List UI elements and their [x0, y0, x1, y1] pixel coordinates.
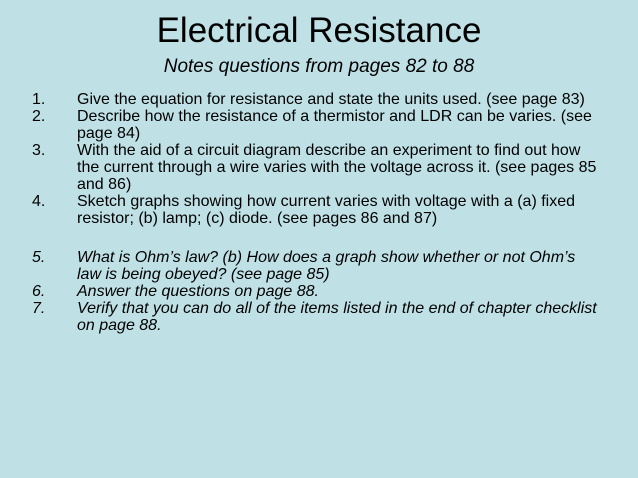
- list-item: [32, 300, 602, 334]
- list-item: [32, 142, 602, 193]
- list-item-number: 4.: [32, 193, 46, 210]
- list-item-text: Sketch graphs showing how current varies with voltage with a (a) fixed resistor; (b) lamp; (c) diode. (see pages 86 and 87): [77, 193, 576, 227]
- list-item-text: Describe how the resistance of a thermistor and LDR can be varies. (see page 84): [77, 108, 592, 142]
- list-item: [32, 193, 602, 227]
- list-item-text: Verify that you can do all of the items listed in the end of chapter checklist on page 88.: [77, 300, 597, 334]
- list-item: [32, 91, 602, 108]
- list-item-number: 5.: [32, 249, 46, 266]
- list-item-number: 2.: [32, 108, 46, 125]
- list-item-number: 7.: [32, 300, 46, 317]
- list-item-number: 1.: [32, 91, 46, 108]
- list-item-text: Give the equation for resistance and state the units used. (see page 83): [77, 91, 585, 108]
- list-item: [32, 249, 602, 283]
- list-item-text: With the aid of a circuit diagram describe an experiment to find out how the current through a wire varies with the voltage across it. (see pages 85 and 86): [77, 142, 597, 193]
- list-item: [32, 108, 602, 142]
- question-list: [32, 91, 602, 334]
- list-item-number: 6.: [32, 283, 46, 300]
- slide-title: Electrical Resistance: [156, 11, 482, 50]
- list-item-number: 3.: [32, 142, 46, 159]
- list-item: [32, 283, 602, 300]
- slide-subtitle: Notes questions from pages 82 to 88: [163, 56, 475, 77]
- list-item-text: What is Ohm’s law? (b) How does a graph show whether or not Ohm’s law is being obeyed? (see page 85): [77, 249, 576, 283]
- list-item-text: Answer the questions on page 88.: [77, 283, 319, 300]
